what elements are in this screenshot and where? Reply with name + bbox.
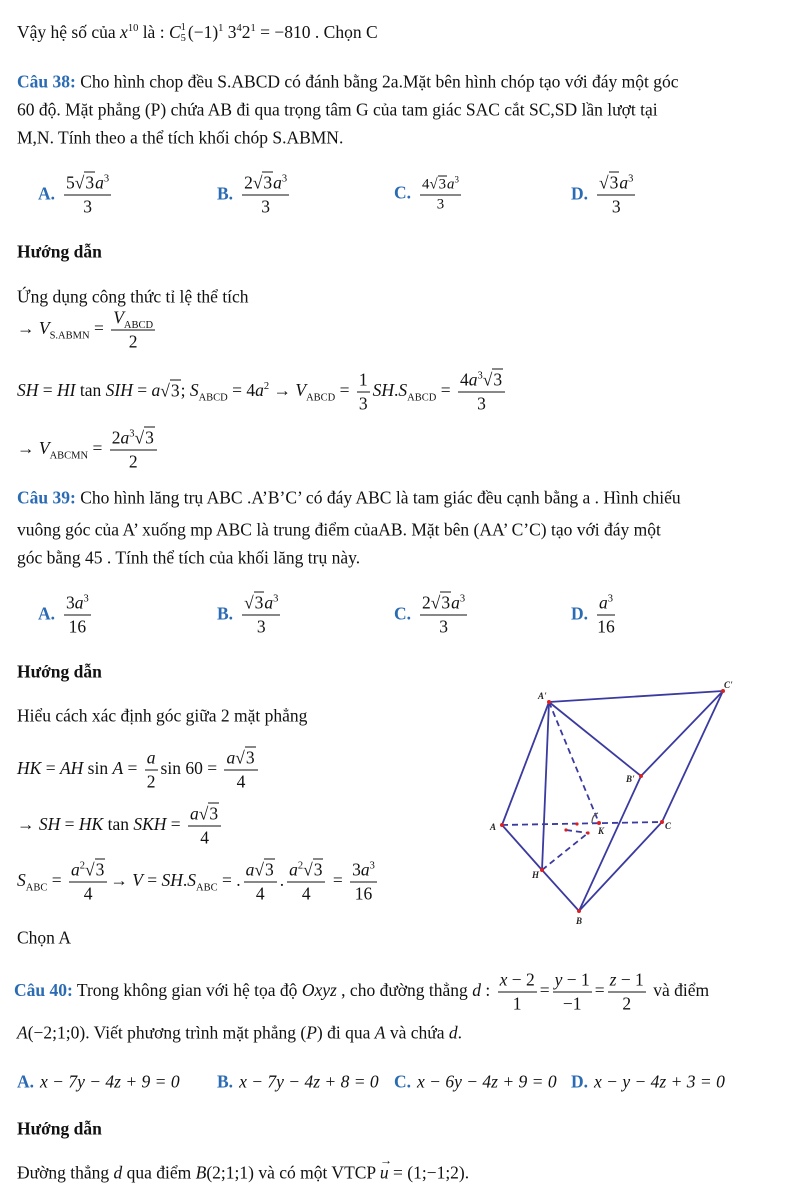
point-k [597,821,601,825]
text-run: sin 60 = [160,758,222,779]
text-run: = −810 . Chọn C [255,21,378,42]
text-run: và điểm [648,980,710,1001]
text-run: : [480,980,495,1001]
math-italic: a [599,592,608,613]
text-run: = (1;−1;2). [388,1162,470,1183]
text-run: 16 [597,616,615,637]
text-run: − 2 [507,969,535,990]
superscript: 3 [273,593,279,605]
text-run: (−1) [187,21,219,42]
text-run: . [279,870,285,891]
math-italic: HK [17,758,42,779]
subscript: ABCD [407,392,437,404]
answer-label: A. [38,183,56,204]
edge-a-h [502,825,542,870]
text-run: − 1 [616,969,644,990]
text-run: 2 [146,771,156,792]
text-run: Cho hình lăng trụ ABC .A’B’C’ có đáy ABC là tam giác đều cạnh bằng a . Hình chiếu [75,487,681,508]
text-run: Vậy hệ số của [17,21,121,42]
math-italic: a [468,369,478,390]
text-run: = [89,318,109,339]
superscript: 3 [369,860,375,872]
superscript: 1 [180,22,186,34]
edge-a1-b1 [549,702,641,776]
math-italic: a [245,859,255,880]
text-run: → [110,870,133,891]
text-run: → [269,380,296,401]
math-italic: a [451,592,460,613]
section-heading: Hướng dẫn [17,241,102,262]
edge-a1-k [549,702,599,823]
answer-label: B. [217,603,234,624]
superscript: 3 [281,173,288,185]
text-run: Ứng dụng công thức tỉ lệ thể tích [17,286,249,307]
label-b: B [576,916,583,926]
text-run: Trong không gian với hệ tọa độ [72,980,302,1001]
subscript: ABCD [198,392,228,404]
math-italic: P [306,1022,317,1043]
answer-label: A. [38,603,56,624]
edge-h-b [542,870,579,911]
text-run: = [142,870,162,891]
subscript: ABC [25,882,48,894]
text-run: = [47,870,66,891]
math-italic: a [120,427,130,448]
math-italic: d [472,980,481,1001]
text-run: = 4 [227,380,256,401]
text-run: M,N. Tính theo a thể tích khối chóp S.ABMN. [17,127,344,148]
superscript: 3 [454,174,459,185]
text-run: tan [75,380,106,401]
edge-b1-c1 [641,691,723,776]
text-run: = [123,758,142,779]
question-label: Câu 39: [17,487,76,508]
math-italic: S [17,870,26,891]
point-aux3 [586,831,589,834]
text-run: 16 [354,883,373,904]
point-b1 [639,774,643,778]
text-run: → [17,814,39,835]
text-run: → [17,438,39,459]
text-run: (−2;1;0). Viết phương trình mặt phẳng ( [27,1022,307,1043]
text-run: 2 [422,592,431,613]
text-run: vuông góc của A’ xuống mp ABC là trung điểm củaAB. Mặt bên (AA’ C’C) tạo với đáy một [17,519,661,540]
math-italic: x [499,969,508,990]
math-italic: a [151,380,161,401]
math-italic: a [95,172,104,193]
label-c1: C' [724,680,733,690]
math-italic: S [187,870,197,891]
math-italic: V [38,318,50,339]
point-aux2 [564,828,567,831]
text-run: 3 [611,196,621,217]
math-italic: Oxyz [301,980,337,1001]
text-run: − 1 [562,969,590,990]
math-italic: a [226,747,236,768]
text-run: và chứa [385,1022,449,1043]
text-run: Hiểu cách xác định góc giữa 2 mặt phẳng [17,705,308,726]
label-c: C [665,821,672,831]
math-italic: HK [78,814,104,835]
text-run: 2 [111,427,121,448]
superscript: 3 [607,593,614,605]
math-italic: V [38,438,50,459]
text-run: 2 [128,451,138,472]
text-run: 4 [83,883,93,904]
answer-label: D. [571,1071,589,1092]
edge-b-c [579,822,662,911]
question-label: Câu 40: [14,980,73,1001]
text-run: 2 [244,172,253,193]
text-run: sin [83,758,113,779]
math-italic: a [70,859,80,880]
text-run: 2 [241,21,251,42]
radicand: 3 [263,172,273,193]
text-run: 4 [459,369,469,390]
label-k: K [598,826,605,836]
text-run: (2;1;1) và có một VTCP [206,1162,380,1183]
text-run: = [436,380,455,401]
text-run: ; [180,380,190,401]
radicand: 3 [313,859,323,880]
text-run: → [17,318,39,339]
text-run: = [60,814,79,835]
text-run: 3 [439,616,448,637]
text-run: ) đi qua [316,1022,375,1043]
text-run: 3 [352,859,361,880]
math-italic: V [113,307,124,328]
text-run: 3 [477,393,486,414]
radicand: 3 [441,592,451,613]
text-run: 16 [68,616,87,637]
math-italic: x [120,21,128,42]
math-italic: a [190,803,199,824]
math-italic: V [295,380,307,401]
radicand: 3 [245,747,255,768]
text-run: = [88,438,107,459]
superscript: 1 [250,22,256,34]
math-italic: y [554,969,563,990]
math-italic: A [374,1022,386,1043]
radicand: 3 [254,592,264,613]
math-italic: a [74,592,84,613]
text-run: 3 [83,196,92,217]
text-run: = [166,814,186,835]
subscript: ABC [196,882,218,894]
edge-a-c [502,822,662,825]
subscript: 5 [180,32,186,44]
superscript: 3 [83,593,89,605]
text-run: Cho hình chop đều S.ABCD có đánh bằng 2a.Mặt bên hình chóp tạo với đáy một góc [75,71,679,92]
subscript: ABCD [123,320,154,331]
text-run: 3 [436,196,445,213]
text-run: tan [103,814,134,835]
text-run: = [328,870,348,891]
radicand: 3 [85,172,95,193]
segment-aux [566,830,588,833]
label-h: H [532,870,540,880]
answer-label: A. [17,1071,35,1092]
text-run: . [394,380,399,401]
superscript: 3 [628,173,634,185]
text-run: 4 [236,771,246,792]
label-a1: A' [538,691,547,701]
math-italic: S [189,380,199,401]
radicand: 3 [265,859,274,880]
superscript: 3 [129,428,135,440]
text-run: 4 [422,176,430,193]
text-run: 4 [255,883,265,904]
text-run: = [132,380,152,401]
subscript: ABCMN [49,450,89,462]
question-label: Câu 38: [17,71,76,92]
subscript: ABCD [306,392,336,404]
math-italic: SIH [105,380,133,401]
answer-label: D. [571,183,589,204]
superscript: 4 [236,22,242,34]
point-b [577,909,581,913]
text-run: . [457,1022,463,1043]
edge-a1-h [542,702,549,870]
edge-c-c1 [662,691,723,822]
answer-label: D. [571,603,589,624]
label-b1: B' [626,774,635,784]
math-italic: C [168,21,181,42]
text-run: = [594,980,605,1001]
math-italic: a [360,859,370,880]
text-run: 3 [358,393,368,414]
answer-label: B. [217,183,234,204]
text-run: 3 [261,196,270,217]
superscript: 2 [263,381,270,393]
math-italic: a [146,747,156,768]
radicand: 3 [209,803,219,824]
math-italic: d [448,1022,458,1043]
math-italic: A [17,1022,28,1043]
radicand: 3 [170,380,180,401]
text-run: 3 [223,21,237,42]
edge-a1-c1 [549,691,723,702]
text-run: 2 [128,331,138,352]
math-italic: d [113,1162,123,1183]
answer-label: B. [217,1071,234,1092]
math-italic: AH [59,758,84,779]
text-run: = [41,758,60,779]
answer-label: C. [394,603,412,624]
radicand: 3 [493,369,503,390]
radicand: 3 [95,859,105,880]
text-run: 60 độ. Mặt phẳng (P) chứa AB đi qua trọng tâm G của tam giác SAC cắt SC,SD lần lượt tại [17,99,658,120]
superscript: 1 [218,22,224,34]
text-run: , cho đường thẳng [336,980,473,1001]
point-c [660,820,664,824]
math-italic: z [609,969,617,990]
answer-label: C. [394,182,412,203]
section-heading: Hướng dẫn [17,661,102,682]
math-italic: x − 7y − 4z + 8 = 0 [239,1071,379,1092]
subscript: S.ABMN [49,330,90,342]
text-run: . [182,870,188,891]
text-run: 1 [358,369,368,390]
text-run: = [539,980,550,1001]
math-italic: x − 7y − 4z + 9 = 0 [40,1071,180,1092]
radicand: 3 [609,172,619,193]
math-italic: SH [38,814,61,835]
section-heading: Hướng dẫn [17,1118,102,1139]
math-italic: B [195,1162,207,1183]
label-a: A [490,822,497,832]
math-italic: SH [372,380,395,401]
superscript: 3 [103,173,110,185]
text-run: góc bằng 45 . Tính thể tích của khối lăng trụ này. [17,547,361,568]
math-italic: x − y − 4z + 3 = 0 [594,1071,725,1092]
text-run: 3 [66,592,75,613]
text-run: 4 [301,883,311,904]
math-italic: A [112,758,124,779]
text-run: 2 [622,993,632,1014]
text-run: 3 [256,616,266,637]
math-italic: a [264,592,274,613]
math-italic: SH [161,870,183,891]
text-run: 4 [200,827,209,848]
answer-label: C. [394,1071,412,1092]
math-italic: a [255,380,264,401]
text-run: = . [217,870,241,891]
superscript: 3 [477,370,483,382]
text-run: Chọn A [17,927,71,948]
math-italic: x − 6y − 4z + 9 = 0 [417,1071,557,1092]
text-run: Đường thẳng [17,1162,114,1183]
point-h [540,868,544,872]
point-aux1 [575,822,578,825]
point-a [500,823,504,827]
text-run: là : [138,21,169,42]
point-a1 [547,700,551,704]
text-run: = [335,380,354,401]
math-italic: a [273,172,282,193]
radicand: 3 [438,176,447,193]
text-run: = [38,380,58,401]
math-italic: SKH [133,814,167,835]
superscript: 3 [459,593,466,605]
math-italic: HI [57,380,76,401]
vector: → u [380,1163,389,1183]
text-run: −1 [562,993,582,1014]
math-italic: a [289,859,298,880]
text-run: 5 [66,172,75,193]
math-italic: SH [17,380,39,401]
text-run: 1 [512,993,522,1014]
superscript: 2 [79,860,85,872]
edge-h-k [542,833,588,870]
superscript: 2 [297,860,304,872]
edge-a1-a [502,702,549,825]
math-italic: a [447,176,455,193]
math-italic: S [398,380,408,401]
text-run: qua điểm [122,1162,196,1183]
math-italic: V [132,870,143,891]
radicand: 3 [145,427,154,448]
superscript: 10 [127,22,139,34]
math-italic: a [619,172,629,193]
